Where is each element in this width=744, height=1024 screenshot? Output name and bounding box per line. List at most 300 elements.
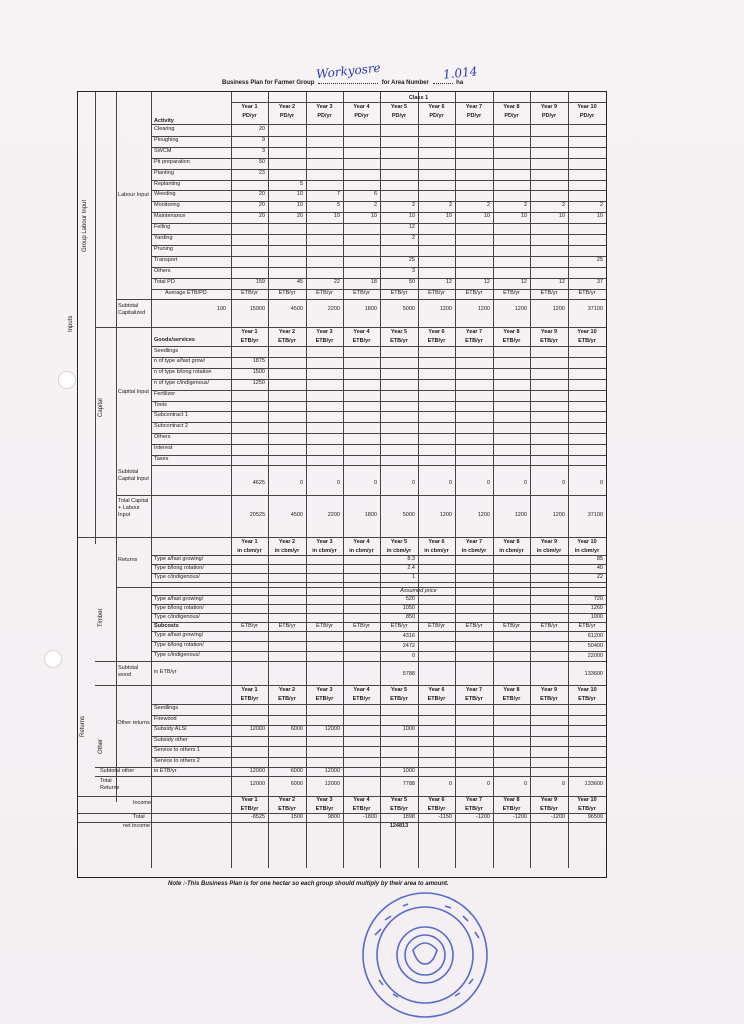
timber-value-label: Type c/indigenous/ xyxy=(154,652,200,659)
timber-price-value: 1000 xyxy=(590,614,603,621)
year-header: Year 3 xyxy=(316,687,333,694)
timber-price-value: 720 xyxy=(593,596,603,603)
unit-header: ETB/yr xyxy=(578,623,596,630)
year-header: Year 9 xyxy=(540,539,558,546)
income-total-value: -1800 xyxy=(362,814,377,821)
timber-value: 50400 xyxy=(587,643,603,650)
labour-value: 45 xyxy=(296,278,303,285)
table-rule xyxy=(116,299,606,300)
year-header: Year 5 xyxy=(390,104,408,110)
other-return-label: Service to others 1 xyxy=(154,747,200,754)
unit-header: PD/yr xyxy=(391,113,407,119)
unit-header: ETB/yr xyxy=(502,337,521,344)
unit-header: ETB/yr xyxy=(540,337,558,344)
total-returns-value: 6000 xyxy=(290,781,303,788)
labour-activity-label: Clearing xyxy=(154,126,175,132)
unit-header: ETB/yr xyxy=(278,806,296,813)
year-header: Year 8 xyxy=(503,328,520,335)
timber-value: 2472 xyxy=(402,643,415,650)
capital-item-label: Fertilizer xyxy=(154,390,176,397)
income-total-value: 96500 xyxy=(587,814,603,821)
labour-value: 20 xyxy=(258,202,265,209)
year-header: Year 7 xyxy=(465,104,483,110)
year-header: Year 3 xyxy=(316,797,333,804)
labour-value: 10 xyxy=(370,213,377,220)
year-header: Year 7 xyxy=(465,539,483,546)
capital-subtotal-value: 0 xyxy=(523,480,527,487)
labour-value: 5 xyxy=(336,202,340,209)
unit-header: ETB/yr xyxy=(502,696,521,703)
year-header: Year 4 xyxy=(353,104,370,110)
year-header: Year 2 xyxy=(278,539,296,546)
other-subtotal-value: 12000 xyxy=(324,768,340,775)
timber-volume-label: Type b/long rotation/ xyxy=(154,565,204,572)
wood-subtotal-unit: in ETB/yr xyxy=(154,669,177,676)
labour-activity-label: SWCM xyxy=(154,147,172,154)
year-header: Year 3 xyxy=(316,539,333,546)
footnote: Note :-This Business Plan is for one hectar so each group should multiply by their area to amount. xyxy=(168,881,449,887)
labour-activity-label: Planting xyxy=(154,169,174,176)
year-header: Year 1 xyxy=(241,104,258,110)
table-rule xyxy=(95,327,606,328)
unit-header: PD/yr xyxy=(354,113,369,119)
labour-subtotal-label: Subtotal Capitalized xyxy=(118,302,146,316)
labour-subtotal-value: 1200 xyxy=(552,305,565,312)
unit-header: ETB/yr xyxy=(540,289,558,296)
labour-value: 12 xyxy=(445,278,452,285)
unit-header: ETB/yr xyxy=(390,806,408,813)
timber-price-value: 850 xyxy=(405,614,415,621)
unit-header: in cbm/yr xyxy=(461,548,487,555)
unit-header: ETB/yr xyxy=(278,623,296,630)
labour-subtotal-value: 1200 xyxy=(514,305,527,312)
capital-item-label: Subcontract 2 xyxy=(154,423,188,430)
year-header: Year 4 xyxy=(353,328,370,335)
capital-subtotal-value: 0 xyxy=(599,480,603,487)
capital-item-label: Seedlings xyxy=(154,347,179,354)
capital-item-label: Others xyxy=(154,433,171,440)
unit-header: ETB/yr xyxy=(540,623,558,630)
capital-total-value: 5000 xyxy=(402,512,415,519)
year-header: Year 5 xyxy=(390,539,408,546)
year-header: Year 2 xyxy=(278,104,296,110)
labour-value: 2 xyxy=(411,235,415,241)
unit-header: in cbm/yr xyxy=(237,548,262,555)
capital-item-label: Tools xyxy=(154,401,167,408)
unit-header: ETB/yr xyxy=(352,337,371,344)
timber-volume-value: 1 xyxy=(411,574,415,581)
labour-subtotal-value: 5000 xyxy=(402,305,415,312)
year-header: Year 2 xyxy=(278,328,296,335)
unit-header: ETB/yr xyxy=(578,337,596,344)
unit-header: ETB/yr xyxy=(428,623,445,630)
goods-services-label: Goods/services xyxy=(154,336,195,343)
heading-mid: for Area Number xyxy=(381,80,429,86)
unit-header: ETB/yr xyxy=(353,289,370,296)
labour-value: 50 xyxy=(258,158,265,165)
labour-value: 6 xyxy=(373,191,377,198)
official-stamp xyxy=(345,880,505,1020)
labour-value: 7 xyxy=(336,191,340,198)
capital-label: Capital xyxy=(98,397,104,417)
table-rule xyxy=(95,776,606,777)
timber-volume-value: 22 xyxy=(596,574,603,581)
unit-header: ETB/yr xyxy=(390,696,408,703)
income-total-value: -1200 xyxy=(550,814,565,821)
group-labour-label: Group Labour Input xyxy=(82,199,88,252)
table-rule xyxy=(95,661,606,662)
unit-header: in cbm/yr xyxy=(536,548,562,555)
labour-value: 10 xyxy=(408,213,415,220)
table-rule xyxy=(116,495,606,496)
unit-header: ETB/yr xyxy=(428,289,445,296)
unit-header: ETB/yr xyxy=(352,806,371,813)
other-subtotal-value: 12000 xyxy=(249,768,265,775)
labour-value: 20 xyxy=(258,191,265,198)
timber-value: 22000 xyxy=(587,653,603,660)
unit-header: ETB/yr xyxy=(465,623,483,630)
unit-header: ETB/yr xyxy=(278,289,296,296)
unit-header: ETB/yr xyxy=(578,289,596,296)
capital-item-label: Interest xyxy=(154,444,173,451)
unit-header: ETB/yr xyxy=(540,696,558,703)
capital-subtotal-label: Subtotal Capital Input xyxy=(118,469,149,483)
unit-header: PD/yr xyxy=(504,113,519,119)
year-header: Year 1 xyxy=(241,328,258,335)
table-column-rule xyxy=(95,92,96,544)
unit-header: in cbm/yr xyxy=(386,548,412,555)
capital-item-label: n of type b/long rotation xyxy=(154,369,212,376)
unit-header: ETB/yr xyxy=(465,806,483,813)
capital-subtotal-value: 0 xyxy=(336,480,340,487)
timber-volume-value: 40 xyxy=(596,565,603,572)
capital-subtotal-value: 0 xyxy=(561,480,565,487)
capital-subtotal-value: 0 xyxy=(411,480,415,487)
labour-value: 25 xyxy=(596,256,603,263)
group-name-blank xyxy=(318,83,378,84)
year-header: Year 7 xyxy=(465,687,483,694)
unit-header: in cbm/yr xyxy=(274,548,300,555)
unit-header: ETB/yr xyxy=(316,623,333,630)
year-header: Year 9 xyxy=(540,687,558,694)
timber-volume-label: Type a/fast growing/ xyxy=(154,556,204,563)
year-header: Year 1 xyxy=(241,687,258,694)
unit-header: ETB/yr xyxy=(465,696,483,703)
other-subtotal-unit: in ETB/yr xyxy=(154,768,177,775)
total-returns-value: 12000 xyxy=(249,781,265,788)
year-header: Year 8 xyxy=(503,797,520,804)
labour-activity-label: Monitoring xyxy=(154,202,180,209)
other-return-label: Subsidy ALSI xyxy=(154,726,187,733)
punch-hole xyxy=(44,650,62,668)
wood-subtotal-label: Subtotal wood xyxy=(118,665,139,679)
labour-value: 3 xyxy=(261,147,265,154)
other-subtotal-label: Subtotal other xyxy=(100,768,135,775)
capital-subtotal-value: 0 xyxy=(486,480,490,487)
other-return-value: 6000 xyxy=(290,726,303,733)
total-returns-value: 12000 xyxy=(324,781,340,788)
timber-price-value: 1050 xyxy=(402,605,415,612)
capital-total-value: 37100 xyxy=(587,512,603,519)
timber-value: 4316 xyxy=(402,633,415,640)
labour-value: 23 xyxy=(258,169,265,176)
capital-subtotal-value: 0 xyxy=(373,480,377,487)
unit-header: PD/yr xyxy=(242,113,257,119)
other-return-label: Firewood xyxy=(154,715,177,722)
income-total-label: Total xyxy=(133,814,145,821)
total-returns-value: 0 xyxy=(561,781,565,788)
total-returns-value: 133600 xyxy=(584,781,603,788)
table-rule xyxy=(151,346,606,347)
labour-value: 22 xyxy=(333,278,340,285)
unit-header: ETB/yr xyxy=(578,696,596,703)
labour-value: 20 xyxy=(296,213,303,220)
labour-value: 37 xyxy=(596,278,603,285)
unit-header: ETB/yr xyxy=(241,623,258,630)
wood-subtotal-value: 5788 xyxy=(402,671,415,678)
heading-suffix: ha xyxy=(456,80,464,86)
unit-header: ETB/yr xyxy=(465,337,483,344)
labour-activity-label: Transport xyxy=(154,256,178,263)
timber-price-label: Type c/indigenous/ xyxy=(154,614,200,621)
year-header: Year 7 xyxy=(465,328,483,335)
capital-input-label: Capital Input xyxy=(118,388,149,395)
other-label: Other xyxy=(98,739,104,755)
timber-returns-label: Returns xyxy=(118,557,138,564)
capital-total-value: 1200 xyxy=(514,512,527,519)
capital-total-value: 2200 xyxy=(327,512,340,519)
year-header: Year 4 xyxy=(353,539,370,546)
year-header: Year 3 xyxy=(316,328,333,335)
labour-subtotal-value: 2200 xyxy=(327,305,340,312)
labour-value: 50 xyxy=(408,278,415,285)
returns-label: Returns xyxy=(80,716,86,738)
total-returns-value: 7788 xyxy=(402,781,415,788)
unit-header: ETB/yr xyxy=(353,623,370,630)
total-returns-value: 0 xyxy=(448,781,452,788)
handwritten-area: 1.014 xyxy=(442,64,478,82)
capital-value: 1500 xyxy=(252,369,265,376)
income-total-value: -1150 xyxy=(438,814,452,821)
capital-subtotal-value: 0 xyxy=(299,480,303,487)
capital-item-label: n of type a/fast grow/ xyxy=(154,358,206,365)
income-total-value: 1500 xyxy=(290,814,303,821)
wood-subtotal-value: 133600 xyxy=(584,671,603,678)
year-header: Year 5 xyxy=(390,797,408,804)
unit-header: in cbm/yr xyxy=(424,548,449,555)
year-header: Year 2 xyxy=(278,687,296,694)
labour-value: 10 xyxy=(333,213,340,220)
class-label: Class 1 xyxy=(408,95,429,101)
labour-value: 12 xyxy=(520,278,527,285)
unit-header: ETB/yr xyxy=(465,289,483,296)
capital-value: 1875 xyxy=(252,358,265,365)
capital-total-value: 1800 xyxy=(364,512,377,519)
year-header: Year 10 xyxy=(577,328,597,335)
labour-activity-label: Felling xyxy=(154,224,171,231)
timber-price-value: 1260 xyxy=(590,605,603,612)
unit-header: ETB/yr xyxy=(316,289,333,296)
assumed-price-label: Assumed price xyxy=(400,588,437,595)
year-header: Year 6 xyxy=(428,797,445,804)
labour-subtotal-value: 15900 xyxy=(249,305,265,312)
other-return-value: 12000 xyxy=(324,726,340,733)
area-blank xyxy=(433,83,453,84)
timber-price-label: Type b/long rotation/ xyxy=(154,605,204,612)
capital-value: 1250 xyxy=(252,379,265,386)
labour-value: 12 xyxy=(483,278,490,285)
unit-header: ETB/yr xyxy=(240,696,259,703)
unit-header: in cbm/yr xyxy=(349,548,374,555)
labour-activity-label: Yarding xyxy=(154,235,173,241)
year-header: Year 9 xyxy=(540,328,558,335)
labour-value: 2 xyxy=(448,202,452,209)
labour-value: 10 xyxy=(296,191,303,198)
income-total-value: -1200 xyxy=(512,814,527,821)
capital-total-value: 1200 xyxy=(552,512,565,519)
timber-volume-value: 85 xyxy=(596,556,603,563)
year-header: Year 2 xyxy=(278,797,296,804)
unit-header: PD/yr xyxy=(466,113,482,119)
unit-header: ETB/yr xyxy=(503,289,520,296)
labour-value: 2 xyxy=(561,202,565,209)
other-returns-label: Other returns xyxy=(117,720,150,727)
labour-value: 10 xyxy=(483,213,490,220)
labour-value: 10 xyxy=(296,202,303,209)
year-header: Year 5 xyxy=(390,687,408,694)
timber-volume-value: 8.3 xyxy=(407,556,415,563)
labour-value: 2 xyxy=(523,202,527,209)
other-return-value: 1000 xyxy=(402,726,415,733)
labour-value: 9 xyxy=(261,136,265,143)
capital-item-label: Subcontract 1 xyxy=(154,412,188,419)
unit-header: in cbm/yr xyxy=(574,548,600,555)
table-rule xyxy=(231,102,606,103)
other-return-label: Seedlings xyxy=(154,705,179,712)
year-header: Year 8 xyxy=(503,104,520,110)
timber-value: 61200 xyxy=(587,633,603,640)
labour-activity-label: Pit preparation xyxy=(154,158,190,165)
year-header: Year 6 xyxy=(428,328,445,335)
net-income-value: 124813 xyxy=(389,823,409,830)
income-total-value: -8525 xyxy=(250,814,265,821)
unit-header: ETB/yr xyxy=(540,806,558,813)
average-etb-value: 100 xyxy=(216,305,226,312)
timber-value: 0 xyxy=(411,653,415,660)
capital-total-value: 1200 xyxy=(439,512,452,519)
unit-header: PD/yr xyxy=(579,113,595,119)
labour-subtotal-value: 1200 xyxy=(477,305,490,312)
capital-total-value: 4500 xyxy=(290,512,303,519)
table-rule xyxy=(95,685,606,686)
punch-hole xyxy=(58,371,76,389)
unit-header: ETB/yr xyxy=(502,806,521,813)
table-rule xyxy=(78,537,606,538)
labour-value: 12 xyxy=(558,278,565,285)
labour-subtotal-value: 1800 xyxy=(364,305,377,312)
year-header: Year 1 xyxy=(241,797,258,804)
labour-value: 2 xyxy=(599,202,603,209)
labour-value: 18 xyxy=(370,278,377,285)
table-rule xyxy=(151,582,606,583)
labour-value: 25 xyxy=(408,256,415,263)
average-etb-label: Average ETB/PD xyxy=(165,289,207,296)
year-header: Year 7 xyxy=(465,797,483,804)
timber-price-label: Type a/fast growing/ xyxy=(154,596,204,603)
year-header: Year 10 xyxy=(577,797,597,804)
total-returns-value: 0 xyxy=(486,781,490,788)
year-header: Year 4 xyxy=(353,687,370,694)
other-return-label: Subsidy other xyxy=(154,736,188,743)
labour-activity-label: Total PD xyxy=(154,278,175,285)
unit-header: ETB/yr xyxy=(390,337,408,344)
labour-input-label: Labour Input xyxy=(118,192,149,198)
year-header: Year 6 xyxy=(428,687,445,694)
table-rule xyxy=(151,124,606,125)
timber-value-label: Type b/long rotation/ xyxy=(154,642,204,649)
unit-header: PD/yr xyxy=(541,113,557,119)
labour-subtotal-value: 1200 xyxy=(439,305,452,312)
unit-header: ETB/yr xyxy=(315,806,334,813)
labour-subtotal-value: 37100 xyxy=(587,305,603,312)
unit-header: ETB/yr xyxy=(427,806,446,813)
other-subtotal-value: 6000 xyxy=(290,768,303,775)
labour-value: 159 xyxy=(255,278,265,285)
income-label: Income xyxy=(133,800,152,807)
heading-prefix: Business Plan for Farmer Group xyxy=(222,80,315,86)
year-header: Year 10 xyxy=(577,104,597,110)
capital-total-value: 1200 xyxy=(477,512,490,519)
table-column-rule xyxy=(151,92,152,868)
other-return-label: Service to others 2 xyxy=(154,757,200,764)
timber-volume-label: Type c/indigenous/ xyxy=(154,574,200,581)
labour-value: 12 xyxy=(408,224,415,231)
capital-subtotal-value: 0 xyxy=(448,480,452,487)
unit-header: PD/yr xyxy=(279,113,295,119)
labour-value: 10 xyxy=(558,213,565,220)
capital-subtotal-value: 4625 xyxy=(252,480,265,487)
labour-activity-label: Weeding xyxy=(154,191,176,198)
labour-value: 10 xyxy=(596,213,603,220)
timber-label: Timber xyxy=(98,608,104,628)
unit-header: PD/yr xyxy=(429,113,444,119)
total-returns-label: Total Returns xyxy=(100,778,120,792)
unit-header: ETB/yr xyxy=(427,337,446,344)
year-header: Year 8 xyxy=(503,687,520,694)
unit-header: PD/yr xyxy=(317,113,332,119)
handwritten-group-name: Workyosre xyxy=(315,60,382,82)
labour-subtotal-value: 4500 xyxy=(290,305,303,312)
other-return-value: 12000 xyxy=(249,726,265,733)
unit-header: ETB/yr xyxy=(240,337,259,344)
unit-header: ETB/yr xyxy=(390,289,408,296)
year-header: Year 10 xyxy=(577,687,597,694)
timber-price-value: 520 xyxy=(405,596,415,603)
net-income-label: net income xyxy=(123,823,150,830)
activity-label: Activity xyxy=(154,118,174,124)
year-header: Year 8 xyxy=(503,539,520,546)
timber-volume-value: 2.4 xyxy=(407,565,415,572)
capital-total-label: Total Capital + Labour Input xyxy=(118,498,149,519)
unit-header: ETB/yr xyxy=(315,337,334,344)
unit-header: ETB/yr xyxy=(578,806,596,813)
year-header: Year 10 xyxy=(577,539,597,546)
other-subtotal-value: 1000 xyxy=(402,768,415,775)
business-plan-table xyxy=(68,91,607,878)
unit-header: ETB/yr xyxy=(240,806,259,813)
labour-value: 10 xyxy=(520,213,527,220)
year-header: Year 9 xyxy=(540,797,558,804)
